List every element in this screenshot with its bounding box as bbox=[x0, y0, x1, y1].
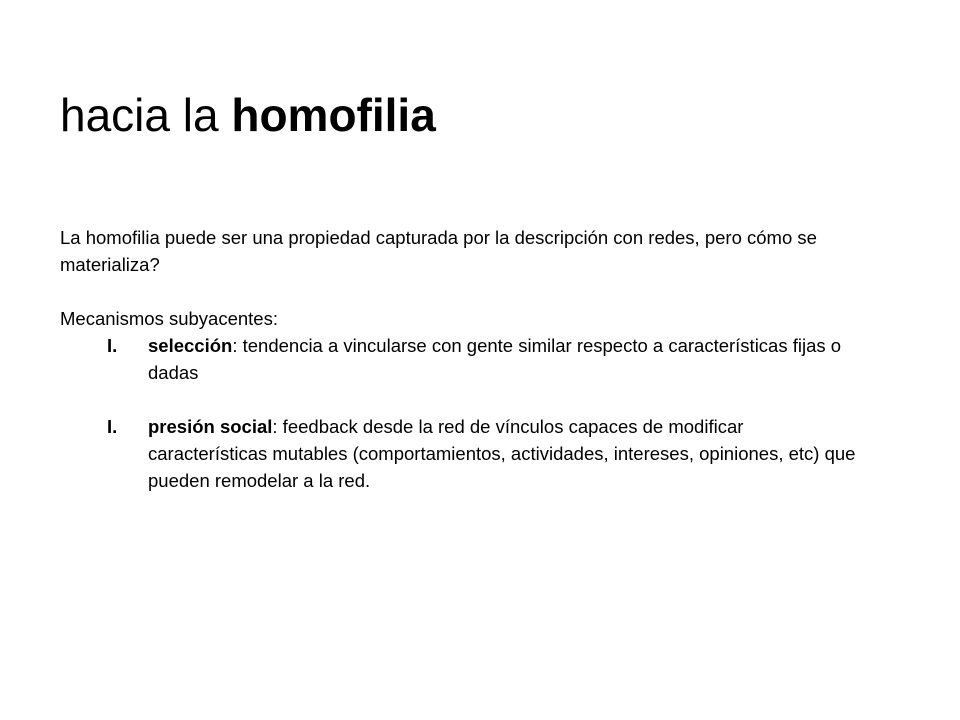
spacer bbox=[60, 386, 860, 413]
term-presion-social: presión social bbox=[148, 416, 273, 437]
list-item-text bbox=[148, 332, 860, 386]
title-prefix: hacia la bbox=[60, 88, 232, 141]
list-item-seleccion bbox=[60, 332, 860, 386]
definition-presion-social: : feedback desde la red de vínculos capaces de modificar características mutables (comportamientos, actividades, intereses, opiniones, etc) que pueden remodelar a la red. bbox=[148, 416, 856, 491]
slide-body bbox=[60, 224, 860, 494]
spacer bbox=[60, 278, 860, 305]
list-item-text bbox=[148, 413, 860, 494]
intro-paragraph: La homofilia puede ser una propiedad capturada por la descripción con redes, pero cómo se materializa? bbox=[60, 227, 817, 275]
list-item-presion-social bbox=[60, 413, 860, 494]
mechanisms-list bbox=[60, 332, 860, 494]
term-seleccion: selección bbox=[148, 335, 233, 356]
list-marker: I. bbox=[107, 335, 118, 356]
mechanisms-heading: Mecanismos subyacentes: bbox=[60, 308, 278, 329]
definition-seleccion: : tendencia a vincularse con gente similar respecto a características fijas o dadas bbox=[148, 335, 842, 383]
slide-title bbox=[60, 89, 436, 142]
title-emphasis: homofilia bbox=[231, 88, 436, 141]
list-marker: I. bbox=[107, 416, 118, 437]
